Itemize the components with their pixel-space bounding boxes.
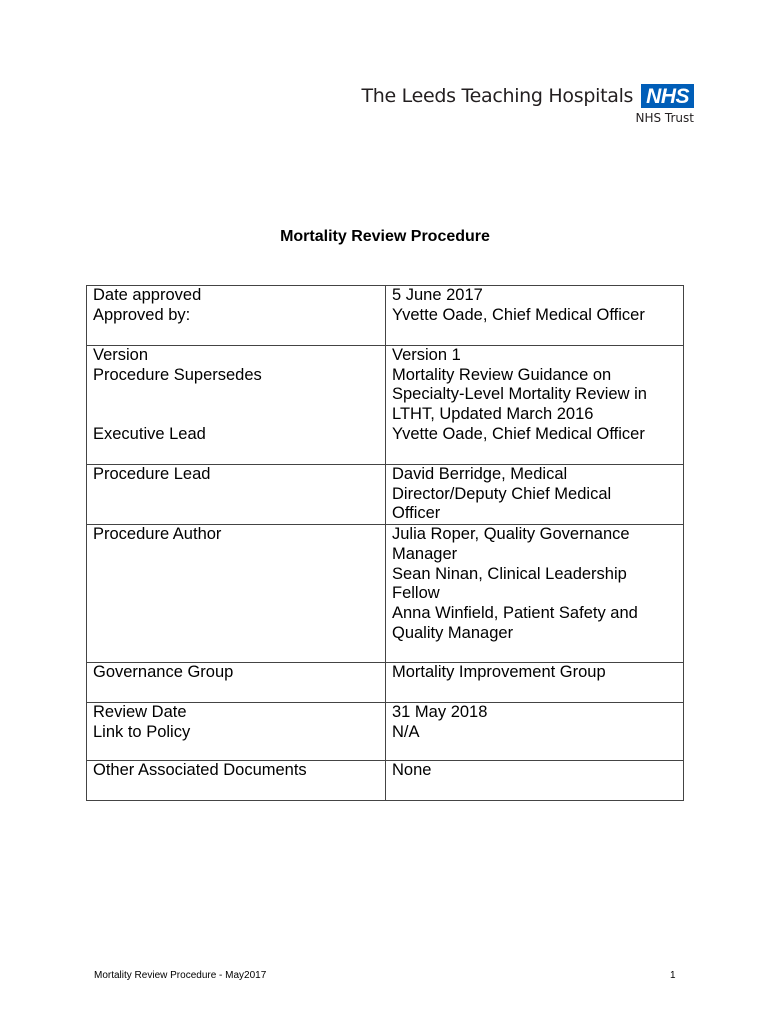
row-value-line: Version 1 xyxy=(392,346,461,364)
row-value-cell xyxy=(386,465,684,525)
row-value-cell xyxy=(386,525,684,663)
row-value-line: Specialty-Level Mortality Review in xyxy=(392,385,647,404)
document-title: Mortality Review Procedure xyxy=(280,228,490,245)
row-label: Procedure Author xyxy=(93,525,222,544)
row-label-cell xyxy=(87,761,386,801)
nhs-badge: NHS xyxy=(641,84,694,108)
row-label: Procedure Supersedes xyxy=(93,365,262,384)
row-value-line: Manager xyxy=(392,544,458,563)
row-label: Review Date xyxy=(93,703,187,722)
row-value-line: Anna Winfield, Patient Safety and xyxy=(392,603,638,622)
row-value-line: 31 May 2018 xyxy=(392,703,488,722)
row-value-line: None xyxy=(392,761,432,780)
row-value-cell xyxy=(386,663,684,703)
row-label: Link to Policy xyxy=(93,722,191,741)
row-value-line: Julia Roper, Quality Governance xyxy=(392,525,630,544)
table-row xyxy=(87,346,684,465)
row-value-cell xyxy=(386,761,684,801)
table-row xyxy=(87,465,684,525)
row-label: Version xyxy=(93,346,149,364)
row-label: Date approved xyxy=(93,286,202,304)
row-value-line: Yvette Oade, Chief Medical Officer xyxy=(392,424,645,443)
org-subtitle: NHS Trust xyxy=(635,111,694,125)
row-value-line: Sean Ninan, Clinical Leadership xyxy=(392,564,627,583)
row-spacer xyxy=(93,405,379,425)
row-label: Approved by: xyxy=(93,305,191,324)
table-row xyxy=(87,286,684,346)
row-label-cell xyxy=(87,525,386,663)
table-row xyxy=(87,761,684,801)
footer-document-name: Mortality Review Procedure - May2017 xyxy=(94,970,267,981)
trust-logo xyxy=(362,84,695,125)
row-label-cell xyxy=(87,346,386,465)
table-row xyxy=(87,525,684,663)
row-value-line: Mortality Improvement Group xyxy=(392,663,606,682)
row-value-cell xyxy=(386,286,684,346)
org-name: The Leeds Teaching Hospitals xyxy=(361,85,634,107)
row-label-cell xyxy=(87,465,386,525)
row-label-cell xyxy=(87,703,386,761)
row-value-line: 5 June 2017 xyxy=(392,286,483,304)
row-label: Governance Group xyxy=(93,663,234,682)
row-label-cell xyxy=(87,663,386,703)
row-value-line: Fellow xyxy=(392,584,440,603)
table-row xyxy=(87,703,684,761)
row-value-line: Mortality Review Guidance on xyxy=(392,365,612,384)
row-value-line: Quality Manager xyxy=(392,623,514,642)
row-value-line: Yvette Oade, Chief Medical Officer xyxy=(392,305,645,324)
row-spacer xyxy=(93,385,379,405)
row-label: Procedure Lead xyxy=(93,465,211,483)
table-row xyxy=(87,663,684,703)
row-value-line: N/A xyxy=(392,722,420,741)
document-info-table xyxy=(86,285,684,801)
row-label-cell xyxy=(87,286,386,346)
row-label: Other Associated Documents xyxy=(93,761,307,780)
row-label: Executive Lead xyxy=(93,424,206,443)
row-value-cell xyxy=(386,346,684,465)
footer-page-number: 1 xyxy=(670,970,676,981)
row-value-line: Officer xyxy=(392,504,441,523)
row-value-cell xyxy=(386,703,684,761)
row-value-line: LTHT, Updated March 2016 xyxy=(392,405,594,424)
row-value-line: David Berridge, Medical xyxy=(392,465,568,483)
row-value-line: Director/Deputy Chief Medical xyxy=(392,484,612,503)
